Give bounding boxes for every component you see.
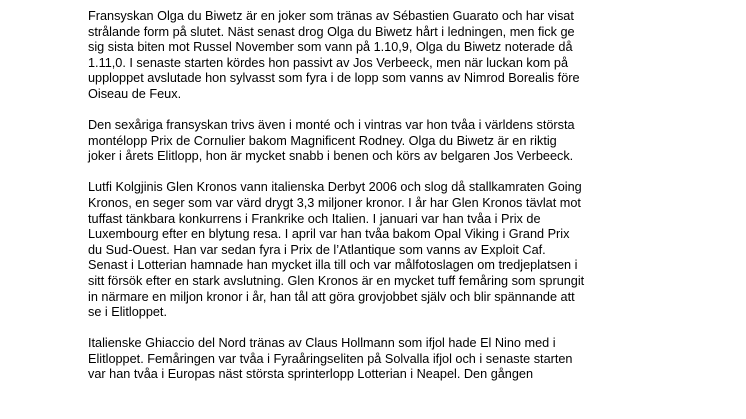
text-line: montélopp Prix de Cornulier bakom Magnificent Rodney. Olga du Biwetz är en riktig <box>88 133 557 148</box>
text-line: upploppet avslutade hon sylvasst som fyra i de lopp som vanns av Nimrod Borealis före <box>88 71 580 86</box>
text-line: Italienske Ghiaccio del Nord tränas av Claus Hollmann som ifjol hade El Nino med i <box>88 336 556 351</box>
text-line: Oiseau de Feux. <box>88 86 182 101</box>
text-line: du Sud-Ouest. Han var sedan fyra i Prix de l’Atlantique som vanns av Exploit Caf. <box>88 242 546 257</box>
paragraph-ghiaccio-del-nord <box>88 336 688 383</box>
text-line: 1.11,0. I senaste starten kördes hon passivt av Jos Verbeeck, men när luckan kom på <box>88 55 569 70</box>
text-line: joker i årets Elitlopp, hon är mycket snabb i benen och körs av belgaren Jos Verbeeck. <box>88 149 574 164</box>
document-body <box>88 9 688 398</box>
text-line: in närmare en miljon kronor i år, han tål att göra grovjobbet själv och blir spännande att <box>88 289 575 304</box>
text-line: Luxembourg efter en blytung resa. I april var han tvåa bakom Opal Viking i Grand Prix <box>88 227 570 242</box>
paragraph-monte <box>88 118 688 165</box>
text-line: se i Elitloppet. <box>88 305 167 320</box>
text-line: Elitloppet. Femåringen var tvåa i Fyraåringseliten på Solvalla ifjol och i senaste starten <box>88 351 573 366</box>
text-line: Lutfi Kolgjinis Glen Kronos vann italienska Derbyt 2006 och slog då stallkamraten Going <box>88 180 582 195</box>
paragraph-olga-du-biwetz <box>88 9 688 103</box>
paragraph-glen-kronos <box>88 180 688 320</box>
text-line: tuffast tänkbara konkurrens i Frankrike och Italien. I januari var han tvåa i Prix de <box>88 211 541 226</box>
text-line: Kronos, en seger som var värd drygt 3,3 miljoner kronor. I år har Glen Kronos tävlat mot <box>88 195 581 210</box>
text-line: sig sista biten mot Russel November som vann på 1.10,9, Olga du Biwetz noterade då <box>88 40 573 55</box>
text-line: Den sexåriga fransyskan trivs även i monté och i vintras var hon tvåa i världens största <box>88 118 575 133</box>
text-line: sitt försök efter en stark avslutning. Glen Kronos är en mycket tuff femåring som sprungit <box>88 273 585 288</box>
text-line: strålande form på slutet. Näst senast drog Olga du Biwetz hårt i ledningen, men fick ge <box>88 24 575 39</box>
text-line: Fransyskan Olga du Biwetz är en joker som tränas av Sébastien Guarato och har visat <box>88 9 574 23</box>
text-line: var han tvåa i Europas näst största sprinterlopp Lotterian i Neapel. Den gången <box>88 367 534 382</box>
text-line: Senast i Lotterian hamnade han mycket illa till och var målfotoslagen om tredjeplatsen i <box>88 258 578 273</box>
